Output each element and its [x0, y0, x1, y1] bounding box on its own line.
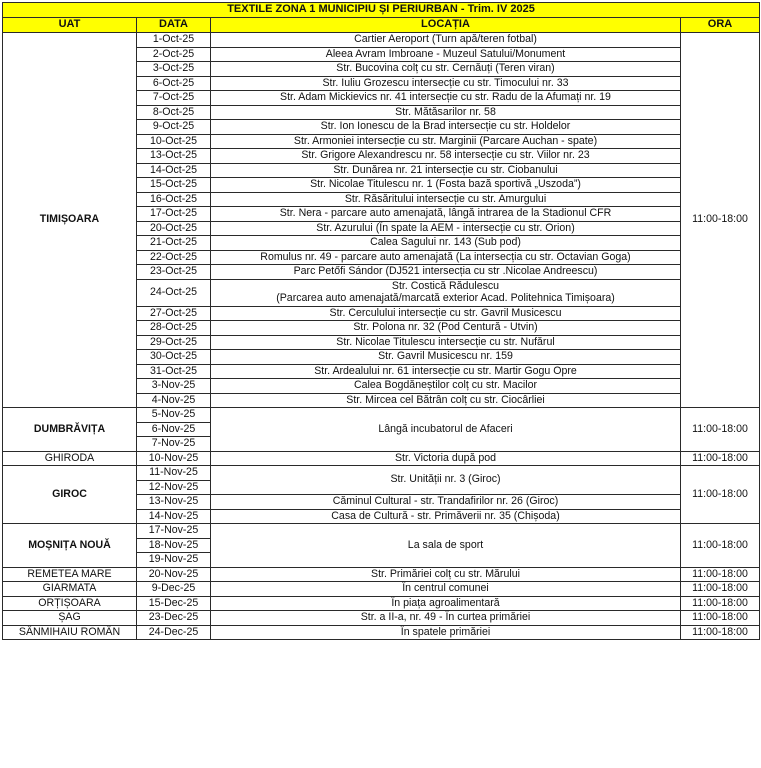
location-cell: Str. Nera - parcare auto amenajată, lângă intrarea de la Stadionul CFR [211, 207, 681, 222]
date-cell: 10-Oct-25 [137, 134, 211, 149]
date-cell: 19-Nov-25 [137, 553, 211, 568]
location-cell: Parc Petőfi Sándor (DJ521 intersecția cu str .Nicolae Andreescu) [211, 265, 681, 280]
uat-cell: GIROC [3, 466, 137, 524]
time-cell: 11:00-18:00 [681, 33, 760, 408]
date-cell: 6-Nov-25 [137, 422, 211, 437]
location-cell: Str. a II-a, nr. 49 - În curtea primăriei [211, 611, 681, 626]
time-cell: 11:00-18:00 [681, 408, 760, 452]
uat-cell: ȘAG [3, 611, 137, 626]
date-cell: 14-Nov-25 [137, 509, 211, 524]
table-row [3, 567, 760, 582]
date-cell: 9-Oct-25 [137, 120, 211, 135]
header-data: DATA [137, 18, 211, 33]
location-cell: Str. Primăriei colț cu str. Mărului [211, 567, 681, 582]
location-cell: Casa de Cultură - str. Primăverii nr. 35 (Chișoda) [211, 509, 681, 524]
time-cell: 11:00-18:00 [681, 611, 760, 626]
table-row [3, 466, 760, 481]
schedule-body [3, 33, 760, 640]
location-line: Str. Costică Rădulescu [391, 280, 500, 293]
date-cell: 8-Oct-25 [137, 105, 211, 120]
location-cell: Str. Polona nr. 32 (Pod Centură - Utvin) [211, 321, 681, 336]
date-cell: 22-Oct-25 [137, 250, 211, 265]
table-row [3, 611, 760, 626]
date-cell: 28-Oct-25 [137, 321, 211, 336]
date-cell: 6-Oct-25 [137, 76, 211, 91]
date-cell: 15-Oct-25 [137, 178, 211, 193]
location-cell: Str. Ardealului nr. 61 intersecție cu str. Martir Gogu Opre [211, 364, 681, 379]
date-cell: 20-Nov-25 [137, 567, 211, 582]
time-cell: 11:00-18:00 [681, 451, 760, 466]
date-cell: 16-Oct-25 [137, 192, 211, 207]
uat-cell: GHIRODA [3, 451, 137, 466]
date-cell: 1-Oct-25 [137, 33, 211, 48]
date-cell: 21-Oct-25 [137, 236, 211, 251]
table-row [3, 408, 760, 423]
date-cell: 12-Nov-25 [137, 480, 211, 495]
date-cell: 3-Nov-25 [137, 379, 211, 394]
date-cell: 17-Oct-25 [137, 207, 211, 222]
date-cell: 2-Oct-25 [137, 47, 211, 62]
uat-cell: DUMBRĂVIȚA [3, 408, 137, 452]
date-cell: 3-Oct-25 [137, 62, 211, 77]
table-title: TEXTILE ZONA 1 MUNICIPIU ȘI PERIURBAN - Trim. IV 2025 [3, 3, 760, 18]
location-cell: Str. Victoria după pod [211, 451, 681, 466]
uat-cell: REMETEA MARE [3, 567, 137, 582]
date-cell: 27-Oct-25 [137, 306, 211, 321]
header-uat: UAT [3, 18, 137, 33]
time-cell: 11:00-18:00 [681, 567, 760, 582]
location-cell: Calea Bogdăneștilor colț cu str. Macilor [211, 379, 681, 394]
date-cell: 20-Oct-25 [137, 221, 211, 236]
date-cell: 10-Nov-25 [137, 451, 211, 466]
table-row [3, 596, 760, 611]
location-cell: În spatele primăriei [211, 625, 681, 640]
date-cell: 24-Oct-25 [137, 279, 211, 306]
date-cell: 7-Nov-25 [137, 437, 211, 452]
time-cell: 11:00-18:00 [681, 582, 760, 597]
uat-cell: SÂNMIHAIU ROMÂN [3, 625, 137, 640]
date-cell: 23-Dec-25 [137, 611, 211, 626]
location-cell: Calea Sagului nr. 143 (Sub pod) [211, 236, 681, 251]
location-cell: Str. Mătăsarilor nr. 58 [211, 105, 681, 120]
location-cell: Str. Gavril Musicescu nr. 159 [211, 350, 681, 365]
location-cell: Str. Adam Mickievics nr. 41 intersecție cu str. Radu de la Afumați nr. 19 [211, 91, 681, 106]
location-cell: Str. Azurului (În spate la AEM - intersecție cu str. Orion) [211, 221, 681, 236]
date-cell: 7-Oct-25 [137, 91, 211, 106]
location-cell: Aleea Avram Imbroane - Muzeul Satului/Monument [211, 47, 681, 62]
location-cell: Str. Mircea cel Bătrân colț cu str. Ciocârliei [211, 393, 681, 408]
location-cell: La sala de sport [211, 524, 681, 568]
location-cell: Str. Dunărea nr. 21 intersecție cu str. Ciobanului [211, 163, 681, 178]
location-cell: Str. Nicolae Titulescu intersecție cu str. Nufărul [211, 335, 681, 350]
location-cell: Str. Răsăritului intersecție cu str. Amurgului [211, 192, 681, 207]
location-cell: Cartier Aeroport (Turn apă/teren fotbal) [211, 33, 681, 48]
date-cell: 23-Oct-25 [137, 265, 211, 280]
date-cell: 14-Oct-25 [137, 163, 211, 178]
location-cell: Str. Grigore Alexandrescu nr. 58 intersecție cu str. Viilor nr. 23 [211, 149, 681, 164]
date-cell: 15-Dec-25 [137, 596, 211, 611]
date-cell: 30-Oct-25 [137, 350, 211, 365]
date-cell: 24-Dec-25 [137, 625, 211, 640]
date-cell: 11-Nov-25 [137, 466, 211, 481]
time-cell: 11:00-18:00 [681, 625, 760, 640]
time-cell: 11:00-18:00 [681, 596, 760, 611]
location-cell [211, 279, 681, 306]
location-cell: Str. Bucovina colț cu str. Cernăuți (Teren viran) [211, 62, 681, 77]
location-cell: Căminul Cultural - str. Trandafirilor nr. 26 (Giroc) [211, 495, 681, 510]
uat-cell: MOȘNIȚA NOUĂ [3, 524, 137, 568]
date-cell: 13-Nov-25 [137, 495, 211, 510]
date-cell: 18-Nov-25 [137, 538, 211, 553]
location-cell: Romulus nr. 49 - parcare auto amenajată (La intersecția cu str. Octavian Goga) [211, 250, 681, 265]
location-cell: În piața agroalimentară [211, 596, 681, 611]
location-line: (Parcarea auto amenajată/marcată exterior Acad. Politehnica Timișoara) [276, 291, 615, 304]
date-cell: 13-Oct-25 [137, 149, 211, 164]
date-cell: 5-Nov-25 [137, 408, 211, 423]
location-cell: Str. Iuliu Grozescu intersecție cu str. Timocului nr. 33 [211, 76, 681, 91]
uat-cell: TIMIȘOARA [3, 33, 137, 408]
date-cell: 29-Oct-25 [137, 335, 211, 350]
date-cell: 17-Nov-25 [137, 524, 211, 539]
time-cell: 11:00-18:00 [681, 466, 760, 524]
location-cell: Str. Cerculului intersecție cu str. Gavril Musicescu [211, 306, 681, 321]
uat-cell: GIARMATA [3, 582, 137, 597]
date-cell: 4-Nov-25 [137, 393, 211, 408]
header-locatia: LOCAȚIA [211, 18, 681, 33]
date-cell: 9-Dec-25 [137, 582, 211, 597]
location-cell: Str. Nicolae Titulescu nr. 1 (Fosta bază sportivă „Uszoda”) [211, 178, 681, 193]
schedule-table [2, 2, 760, 640]
location-cell: Str. Ion Ionescu de la Brad intersecție cu str. Holdelor [211, 120, 681, 135]
uat-cell: ORȚIȘOARA [3, 596, 137, 611]
location-cell: Str. Armoniei intersecție cu str. Marginii (Parcare Auchan - spate) [211, 134, 681, 149]
table-row [3, 625, 760, 640]
table-row [3, 524, 760, 539]
time-cell: 11:00-18:00 [681, 524, 760, 568]
table-row [3, 582, 760, 597]
table-row [3, 451, 760, 466]
header-ora: ORA [681, 18, 760, 33]
location-cell: În centrul comunei [211, 582, 681, 597]
location-cell: Str. Unității nr. 3 (Giroc) [211, 466, 681, 495]
location-cell: Lângă incubatorul de Afaceri [211, 408, 681, 452]
table-row [3, 33, 760, 48]
date-cell: 31-Oct-25 [137, 364, 211, 379]
